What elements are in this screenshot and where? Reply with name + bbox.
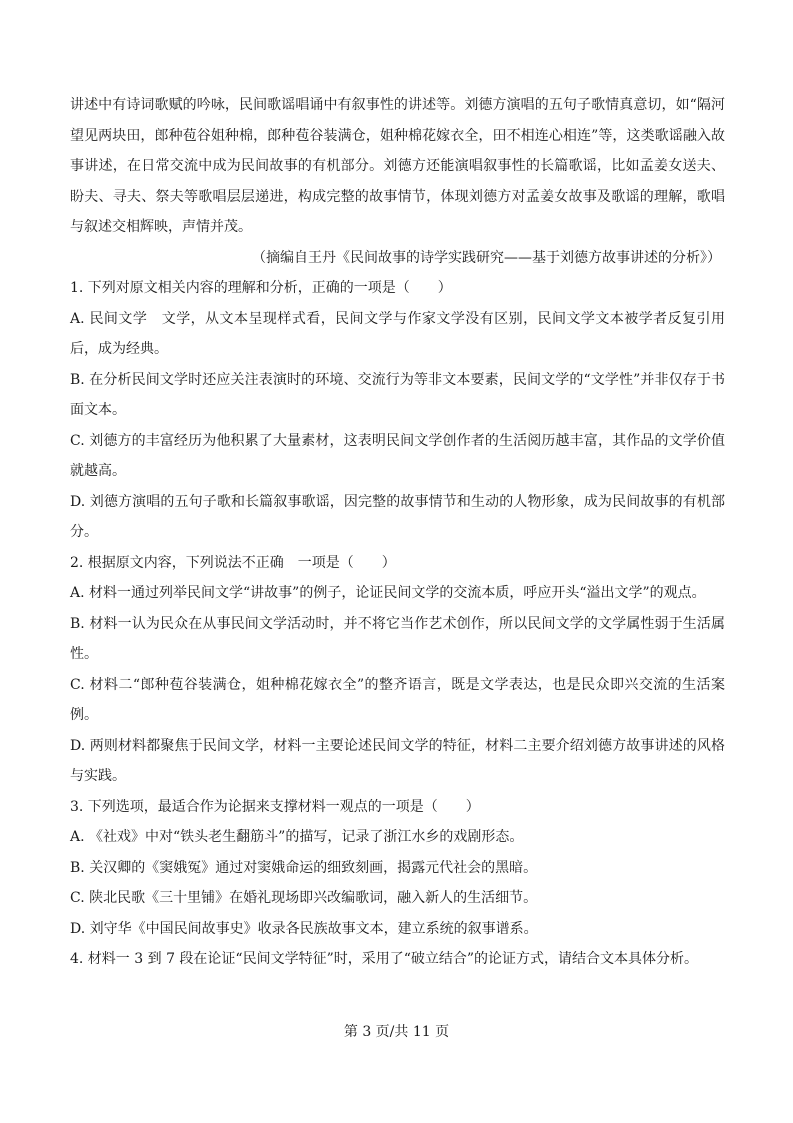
option-a: A. 《社戏》中对“铁头老生翻筋斗”的描写，记录了浙江水乡的戏剧形态。: [70, 829, 524, 845]
question-2: [70, 548, 725, 792]
page-number-footer: 第 3 页/共 11 页: [343, 1024, 450, 1040]
question-3: [70, 792, 725, 945]
question-1: [70, 273, 725, 548]
option-d: D. 刘德方演唱的五句子歌和长篇叙事歌谣，因完整的故事情节和生动的人物形象，成为民间故事的有机部分。: [70, 493, 725, 540]
option-d: D. 两则材料都聚焦于民间文学，材料一主要论述民间文学的特征，材料二主要介绍刘德方故事讲述的风格与实践。: [70, 737, 725, 784]
option-b: B. 在分析民间文学时还应关注表演时的环境、交流行为等非文本要素，民间文学的“文学性”并非仅存于书面文本。: [70, 371, 725, 418]
passage-attribution: （摘编自王丹《民间故事的诗学实践研究——基于刘德方故事讲述的分析》）: [252, 249, 721, 266]
question-stem: 2. 根据原文内容，下列说法不正确 一项是（ ）: [70, 554, 396, 571]
option-b: B. 关汉卿的《窦娥冤》通过对窦娥命运的细致刻画，揭露元代社会的黑暗。: [70, 859, 538, 876]
question-4: [70, 944, 725, 975]
option-c: C. 刘德方的丰富经历为他积累了大量素材，这表明民间文学创作者的生活阅历越丰富，其作品的文学价值就越高。: [70, 432, 725, 479]
question-stem: 4. 材料一 3 到 7 段在论证“民间文学特征”时，采用了“破立结合”的论证方式，请结合文本具体分析。: [70, 951, 699, 967]
option-a: A. 民间文学 文学，从文本呈现样式看，民间文学与作家文学没有区别，民间文学文本被学者反复引用后，成为经典。: [70, 310, 725, 357]
option-c: C. 陕北民歌《三十里铺》在婚礼现场即兴改编歌词，融入新人的生活细节。: [70, 890, 538, 906]
question-stem: 3. 下列选项，最适合作为论据来支撑材料一观点的一项是（ ）: [70, 798, 480, 815]
passage-paragraph: 讲述中有诗词歌赋的吟咏，民间歌谣唱诵中有叙事性的讲述等。刘德方演唱的五句子歌情真意切，如“隔河望见两块田，郎种苞谷姐种棉，郎种苞谷装满仓，姐种棉花嫁衣全，田不相连心相连”等，这类歌谣融入故事讲述，在日常交流中成为民间故事的有机部分。刘德方还能演唱叙事性的长篇歌谣，比如孟姜女送夫、盼夫、寻夫、祭夫等歌唱层层递进，构成完整的故事情节，体现刘德方对孟姜女故事及歌谣的理解，歌唱与叙述交相辉映，声情并茂。: [70, 97, 725, 235]
option-a: A. 材料一通过列举民间文学“讲故事”的例子，论证民间文学的交流本质，呼应开头“溢出文学”的观点。: [70, 585, 706, 601]
option-c: C. 材料二“郎种苞谷装满仓，姐种棉花嫁衣全”的整齐语言，既是文学表达，也是民众即兴交流的生活案例。: [70, 676, 725, 723]
option-d: D. 刘守华《中国民间故事史》收录各民族故事文本，建立系统的叙事谱系。: [70, 920, 538, 937]
option-b: B. 材料一认为民众在从事民间文学活动时，并不将它当作艺术创作，所以民间文学的文学属性弱于生活属性。: [70, 615, 725, 662]
question-stem: 1. 下列对原文相关内容的理解和分析，正确的一项是（ ）: [70, 280, 452, 296]
page-content: [70, 90, 725, 975]
